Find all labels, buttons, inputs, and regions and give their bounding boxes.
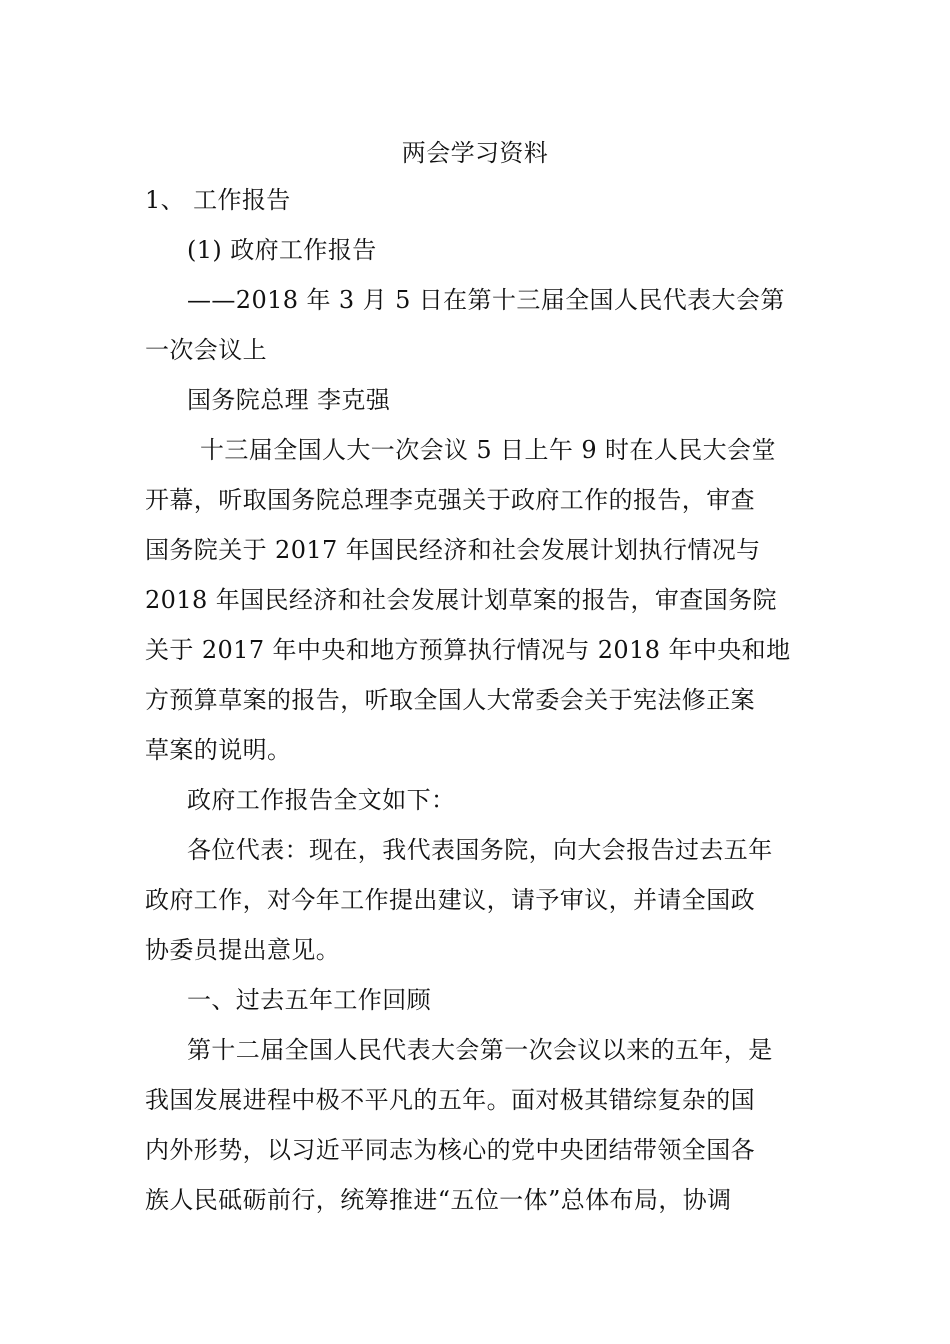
section-heading: 1、 工作报告 bbox=[145, 186, 291, 214]
paragraph-line: 关于 2017 年中央和地方预算执行情况与 2018 年中央和地 bbox=[145, 636, 791, 664]
report-author: 国务院总理 李克强 bbox=[187, 386, 391, 414]
paragraph-line: 协委员提出意见。 bbox=[145, 936, 341, 964]
paragraph-line: 2018 年国民经济和社会发展计划草案的报告，审查国务院 bbox=[145, 586, 777, 614]
document-title: 两会学习资料 bbox=[401, 139, 549, 167]
paragraph-line: 我国发展进程中极不平凡的五年。面对极其错综复杂的国 bbox=[145, 1086, 755, 1114]
paragraph-line: 第十二届全国人民代表大会第一次会议以来的五年，是 bbox=[187, 1036, 773, 1064]
section-heading: 一、过去五年工作回顾 bbox=[187, 986, 431, 1014]
paragraph-line: 草案的说明。 bbox=[145, 736, 292, 764]
report-subtitle-line: ——2018 年 3 月 5 日在第十三届全国人民代表大会第 bbox=[187, 286, 785, 314]
paragraph-line: 各位代表：现在，我代表国务院，向大会报告过去五年 bbox=[187, 836, 773, 864]
paragraph-line: 族人民砥砺前行，统筹推进“五位一体”总体布局，协调 bbox=[145, 1186, 732, 1214]
paragraph-line: 政府工作报告全文如下： bbox=[187, 786, 456, 814]
subsection-heading: (1) 政府工作报告 bbox=[187, 236, 377, 264]
paragraph-line: 十三届全国人大一次会议 5 日上午 9 时在人民大会堂 bbox=[200, 436, 776, 464]
paragraph-line: 方预算草案的报告，听取全国人大常委会关于宪法修正案 bbox=[145, 686, 755, 714]
report-subtitle-line: 一次会议上 bbox=[145, 336, 267, 364]
paragraph-line: 政府工作，对今年工作提出建议，请予审议，并请全国政 bbox=[145, 886, 755, 914]
paragraph-line: 内外形势，以习近平同志为核心的党中央团结带领全国各 bbox=[145, 1136, 755, 1164]
paragraph-line: 开幕，听取国务院总理李克强关于政府工作的报告，审查 bbox=[145, 486, 755, 514]
paragraph-line: 国务院关于 2017 年国民经济和社会发展计划执行情况与 bbox=[145, 536, 761, 564]
